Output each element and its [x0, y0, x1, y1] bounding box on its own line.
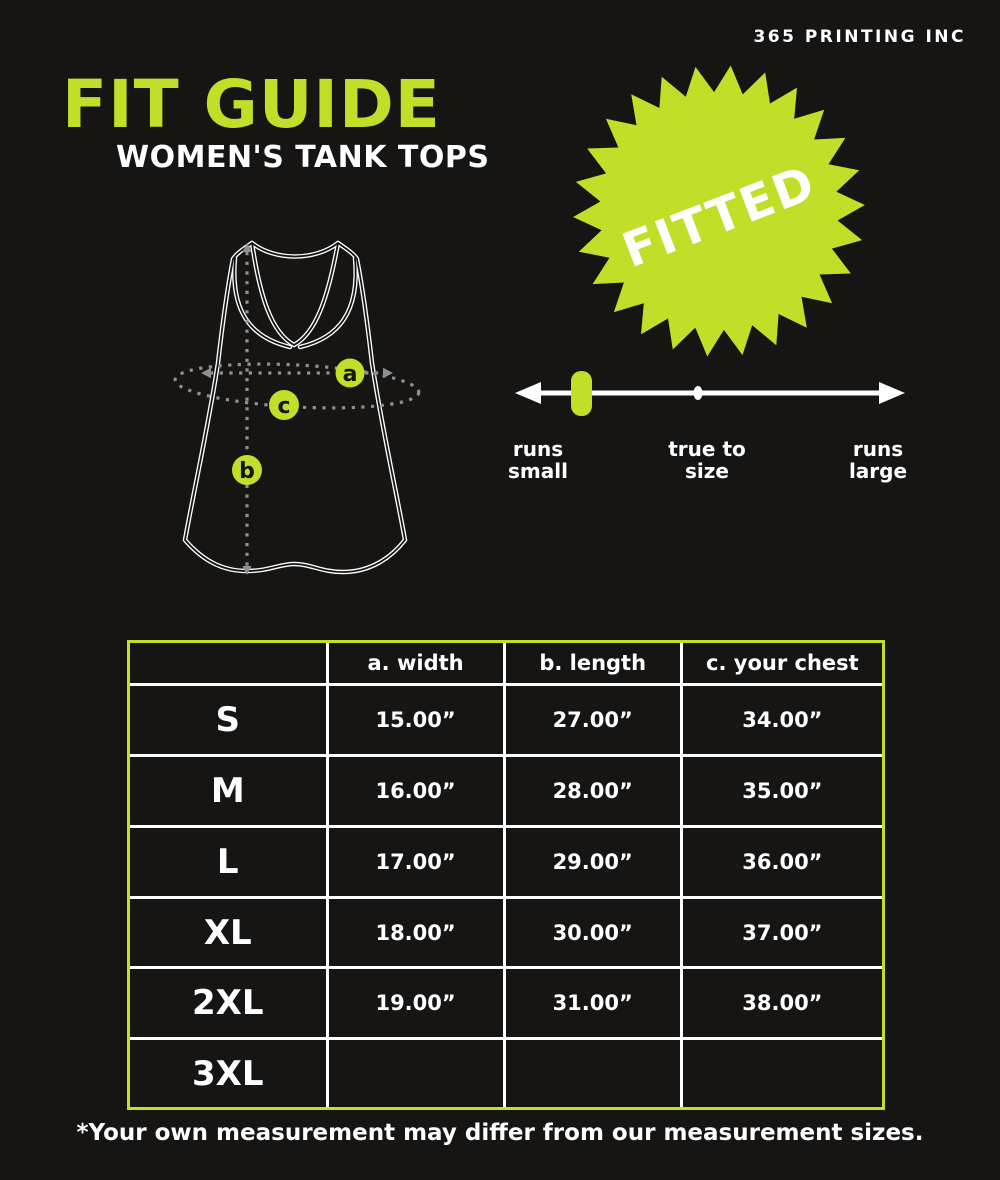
- page-title: FIT GUIDE: [62, 66, 441, 143]
- marker-b-label: b: [239, 459, 255, 484]
- scale-label-true-to-size: true to size: [668, 437, 746, 483]
- width-cell: [327, 1039, 504, 1107]
- length-cell: [504, 1039, 681, 1107]
- header-length-cell: b. length: [504, 643, 681, 685]
- brand-text: 365 PRINTING INC: [753, 27, 966, 47]
- length-cell: 29.00”: [504, 826, 681, 897]
- width-arrow-right-icon: [383, 368, 393, 378]
- header-empty-cell: [130, 643, 327, 685]
- marker-c-label: c: [277, 394, 291, 419]
- table-row: [130, 897, 882, 968]
- length-cell: 31.00”: [504, 968, 681, 1039]
- scale-label-runs-large: runs large: [848, 437, 908, 483]
- table-row: [130, 756, 882, 827]
- chest-cell: 38.00”: [681, 968, 882, 1039]
- width-cell: 15.00”: [327, 685, 504, 756]
- header-chest-cell: c. your chest: [681, 643, 882, 685]
- chest-cell: 36.00”: [681, 826, 882, 897]
- width-cell: 16.00”: [327, 756, 504, 827]
- size-table-border: [127, 640, 885, 1110]
- length-cell: 27.00”: [504, 685, 681, 756]
- size-cell: 2XL: [130, 968, 327, 1039]
- chest-cell: [681, 1039, 882, 1107]
- scale-arrow-left-icon: [515, 382, 541, 404]
- size-cell: XL: [130, 897, 327, 968]
- true-to-size-dot: [694, 386, 703, 400]
- size-table: [130, 643, 882, 1107]
- fitted-badge-label: FITTED: [615, 154, 824, 280]
- measurement-disclaimer: *Your own measurement may differ from our measurement sizes.: [76, 1120, 924, 1146]
- size-cell: M: [130, 756, 327, 827]
- width-cell: 18.00”: [327, 897, 504, 968]
- size-cell: S: [130, 685, 327, 756]
- width-cell: 17.00”: [327, 826, 504, 897]
- table-row: [130, 1039, 882, 1107]
- chest-cell: 34.00”: [681, 685, 882, 756]
- page-subtitle: WOMEN'S TANK TOPS: [116, 140, 490, 175]
- fit-scale: [505, 363, 915, 421]
- fitted-badge: [572, 64, 866, 358]
- scale-arrow-right-icon: [879, 382, 905, 404]
- header-width-cell: a. width: [327, 643, 504, 685]
- length-cell: 28.00”: [504, 756, 681, 827]
- size-table-header-row: [130, 643, 882, 685]
- size-cell: L: [130, 826, 327, 897]
- length-cell: 30.00”: [504, 897, 681, 968]
- chest-cell: 35.00”: [681, 756, 882, 827]
- marker-a-label: a: [342, 362, 358, 387]
- chest-cell: 37.00”: [681, 897, 882, 968]
- fit-scale-marker: [571, 371, 592, 416]
- size-cell: 3XL: [130, 1039, 327, 1107]
- table-row: [130, 685, 882, 756]
- table-row: [130, 968, 882, 1039]
- width-cell: 19.00”: [327, 968, 504, 1039]
- table-row: [130, 826, 882, 897]
- scale-label-runs-small: runs small: [508, 437, 568, 483]
- tank-top-diagram: [150, 228, 460, 600]
